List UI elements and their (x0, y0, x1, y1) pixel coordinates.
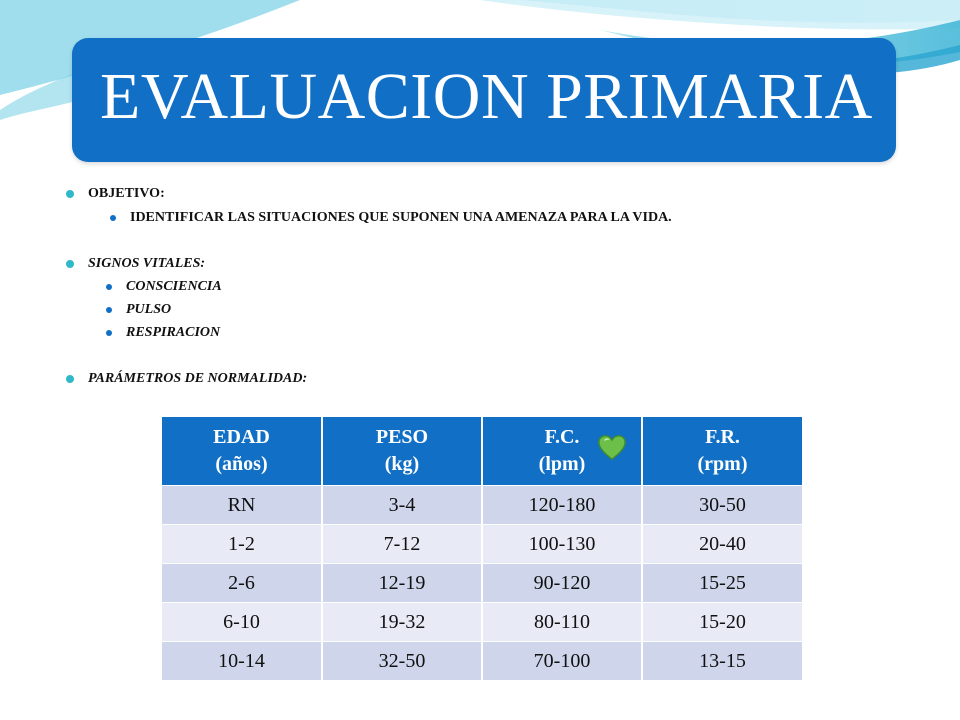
table-row (162, 486, 802, 525)
table-cell: 1-2 (162, 525, 322, 564)
normal-parameters-table (162, 417, 802, 680)
bullet-dot-icon (106, 284, 112, 290)
header-fc: F.C. (lpm) (482, 417, 642, 486)
signos-label: SIGNOS VITALES: (88, 256, 206, 271)
bullet-dot-icon (110, 215, 116, 221)
bullet-pulso (126, 302, 171, 318)
parametros-label: PARÁMETROS DE NORMALIDAD: (88, 371, 308, 386)
table-cell: 90-120 (482, 564, 642, 603)
table-cell: 70-100 (482, 642, 642, 681)
header-edad: EDAD (años) (162, 417, 322, 486)
table-cell: 2-6 (162, 564, 322, 603)
table-cell: 12-19 (322, 564, 482, 603)
bullet-dot-icon (66, 190, 74, 198)
table-cell: 13-15 (642, 642, 802, 681)
bullet-dot-icon (66, 375, 74, 383)
bullet-respiracion (126, 325, 220, 341)
table-cell: 32-50 (322, 642, 482, 681)
title-banner (72, 38, 896, 162)
bullet-dot-icon (66, 260, 74, 268)
table-cell: 80-110 (482, 603, 642, 642)
table-cell: 3-4 (322, 486, 482, 525)
table-cell: RN (162, 486, 322, 525)
table-cell: 19-32 (322, 603, 482, 642)
table-row (162, 564, 802, 603)
heart-icon (597, 433, 627, 463)
bullet-parametros (88, 371, 307, 387)
table-row (162, 603, 802, 642)
bullet-signos (88, 256, 205, 272)
bullet-consciencia (126, 279, 222, 295)
table-cell: 7-12 (322, 525, 482, 564)
header-fr: F.R. (rpm) (642, 417, 802, 486)
bullet-dot-icon (106, 307, 112, 313)
signos-item: PULSO (126, 302, 172, 317)
table-row (162, 642, 802, 681)
bullet-dot-icon (106, 330, 112, 336)
table-cell: 15-25 (642, 564, 802, 603)
table-cell: 15-20 (642, 603, 802, 642)
table-header-row (162, 417, 802, 486)
table-cell: 100-130 (482, 525, 642, 564)
table-cell: 120-180 (482, 486, 642, 525)
table-cell: 30-50 (642, 486, 802, 525)
signos-item: CONSCIENCIA (126, 279, 222, 294)
table-row (162, 525, 802, 564)
objetivo-text: IDENTIFICAR LAS SITUACIONES QUE SUPONEN UNA AMENAZA PARA LA VIDA. (130, 210, 672, 225)
table-cell: 20-40 (642, 525, 802, 564)
signos-item: RESPIRACION (126, 325, 221, 340)
objetivo-label: OBJETIVO: (88, 186, 165, 201)
header-peso: PESO (kg) (322, 417, 482, 486)
table-cell: 6-10 (162, 603, 322, 642)
bullet-objetivo (88, 186, 165, 202)
page-title: EVALUACION PRIMARIA (100, 60, 873, 133)
table-cell: 10-14 (162, 642, 322, 681)
bullet-objetivo-text (130, 210, 672, 226)
